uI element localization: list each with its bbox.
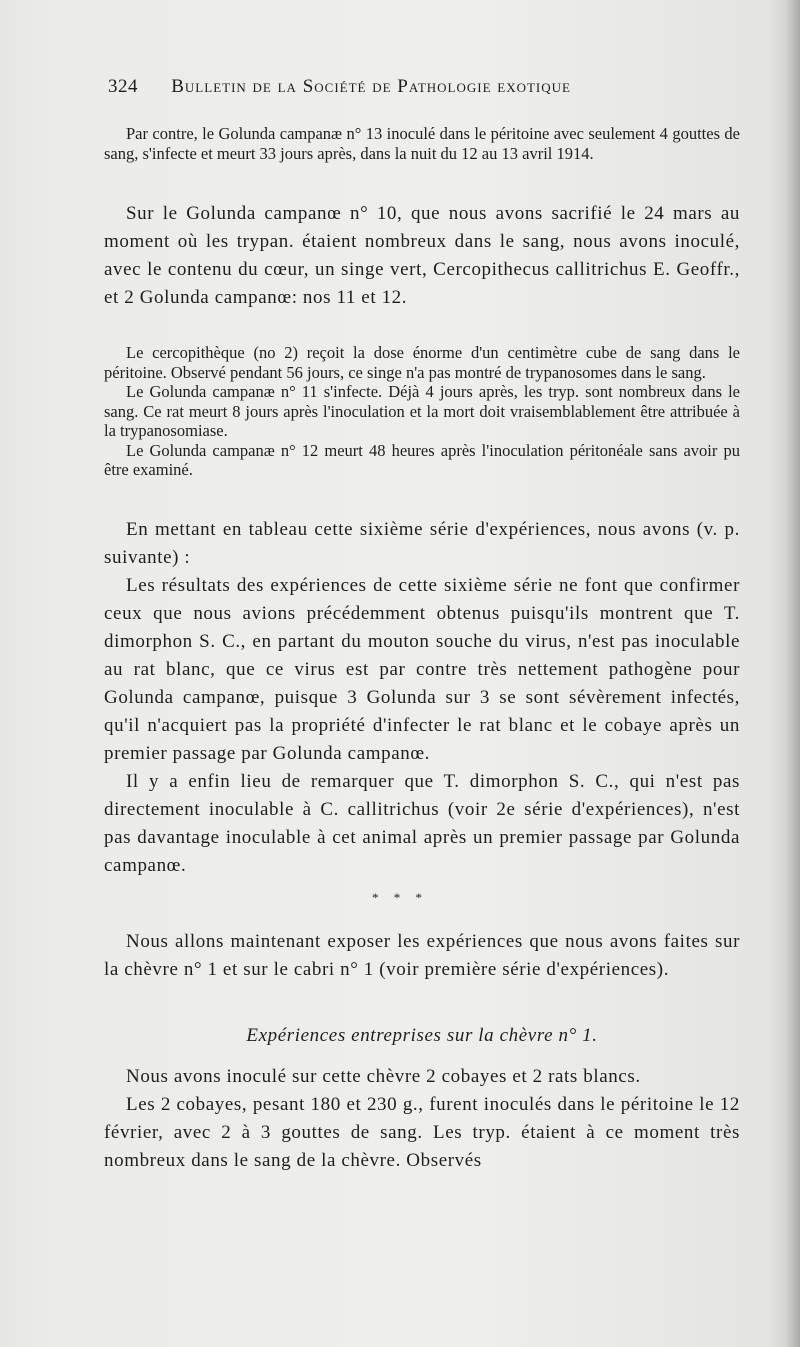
section-subheading: Expériences entreprises sur la chèvre n° 1. <box>246 1025 598 1046</box>
body-text: En mettant en tableau cette sixième série d'expériences, nous avons (v. p. suivante) : <box>104 519 740 568</box>
body-text: Par contre, le Golunda campanæ n° 13 inoculé dans le péritoine avec seulement 4 gouttes de sang, s'infecte et meurt 33 jours après, dans la nuit du 12 au 13 avril 1914. <box>104 124 740 163</box>
discussion-block <box>104 516 740 880</box>
note-golunda-12: Le Golunda campanæ n° 12 meurt 48 heures après l'inoculation péritonéale sans avoir pu être examiné. <box>104 440 740 479</box>
body-text: Les 2 cobayes, pesant 180 et 230 g., furent inoculés dans le péritoine le 12 février, avec 2 à 3 gouttes de sang. Les tryp. étaient à ce moment très nombreux dans le sang de la chèvre. Observés <box>104 1094 740 1171</box>
note-golunda-11: Le Golunda campanæ n° 11 s'infecte. Déjà 4 jours après, les tryp. sont nombreux dans le sang. Ce rat meurt 8 jours après l'inoculation et la mort doit vraisemblablement être attribuée à la trypanosomiase. <box>104 382 740 440</box>
notes-block <box>104 343 740 480</box>
body-text: Nous avons inoculé sur cette chèvre 2 cobayes et 2 rats blancs. <box>126 1066 641 1087</box>
paragraph-golunda-10 <box>104 200 740 312</box>
section-separator: * * * <box>372 890 428 905</box>
paragraph-golunda-13 <box>104 124 740 163</box>
body-text: Nous allons maintenant exposer les expériences que nous avons faites sur la chèvre n° 1 et sur le cabri n° 1 (voir première série d'expériences). <box>104 931 740 980</box>
body-text: Il y a enfin lieu de remarquer que T. dimorphon S. C., qui n'est pas directement inoculable à C. callitrichus (voir 2e série d'expériences), n'est pas davantage inoculable à cet animal après un premier passage par Golunda campanœ. <box>104 771 740 876</box>
page-edge-shadow <box>786 0 800 1347</box>
body-text: Sur le Golunda campanœ n° 10, que nous avons sacrifié le 24 mars au moment où les trypan. étaient nombreux dans le sang, nous avons inoculé, avec le contenu du cœur, un singe vert, Cercopithecus callitrichus E. Geoffr., et 2 Golunda campanœ: nos 11 et 12. <box>104 203 740 308</box>
note-cercopitheque: Le cercopithèque (no 2) reçoit la dose énorme d'un centimètre cube de sang dans le péritoine. Observé pendant 56 jours, ce singe n'a pas montré de trypanosomes dans le sang. <box>104 343 740 382</box>
experiments-block <box>104 1063 740 1175</box>
paragraph-chevre-intro <box>104 928 740 984</box>
running-header <box>108 76 668 98</box>
body-text: Les résultats des expériences de cette sixième série ne font que confirmer ceux que nous avions précédemment obtenus puisqu'ils montrent que T. dimorphon S. C., en partant du mouton souche du virus, n'est pas inoculable au rat blanc, que ce virus est par contre très nettement pathogène pour Golunda campanœ, puisque 3 Golunda sur 3 se sont sévèrement infectés, qu'il n'acquiert pas la propriété d'infecter le rat blanc et le cobaye après un premier passage par Golunda campanœ. <box>104 575 740 764</box>
journal-title: Bulletin de la Société de Pathologie exotique <box>171 76 571 97</box>
page-number: 324 <box>108 76 138 97</box>
